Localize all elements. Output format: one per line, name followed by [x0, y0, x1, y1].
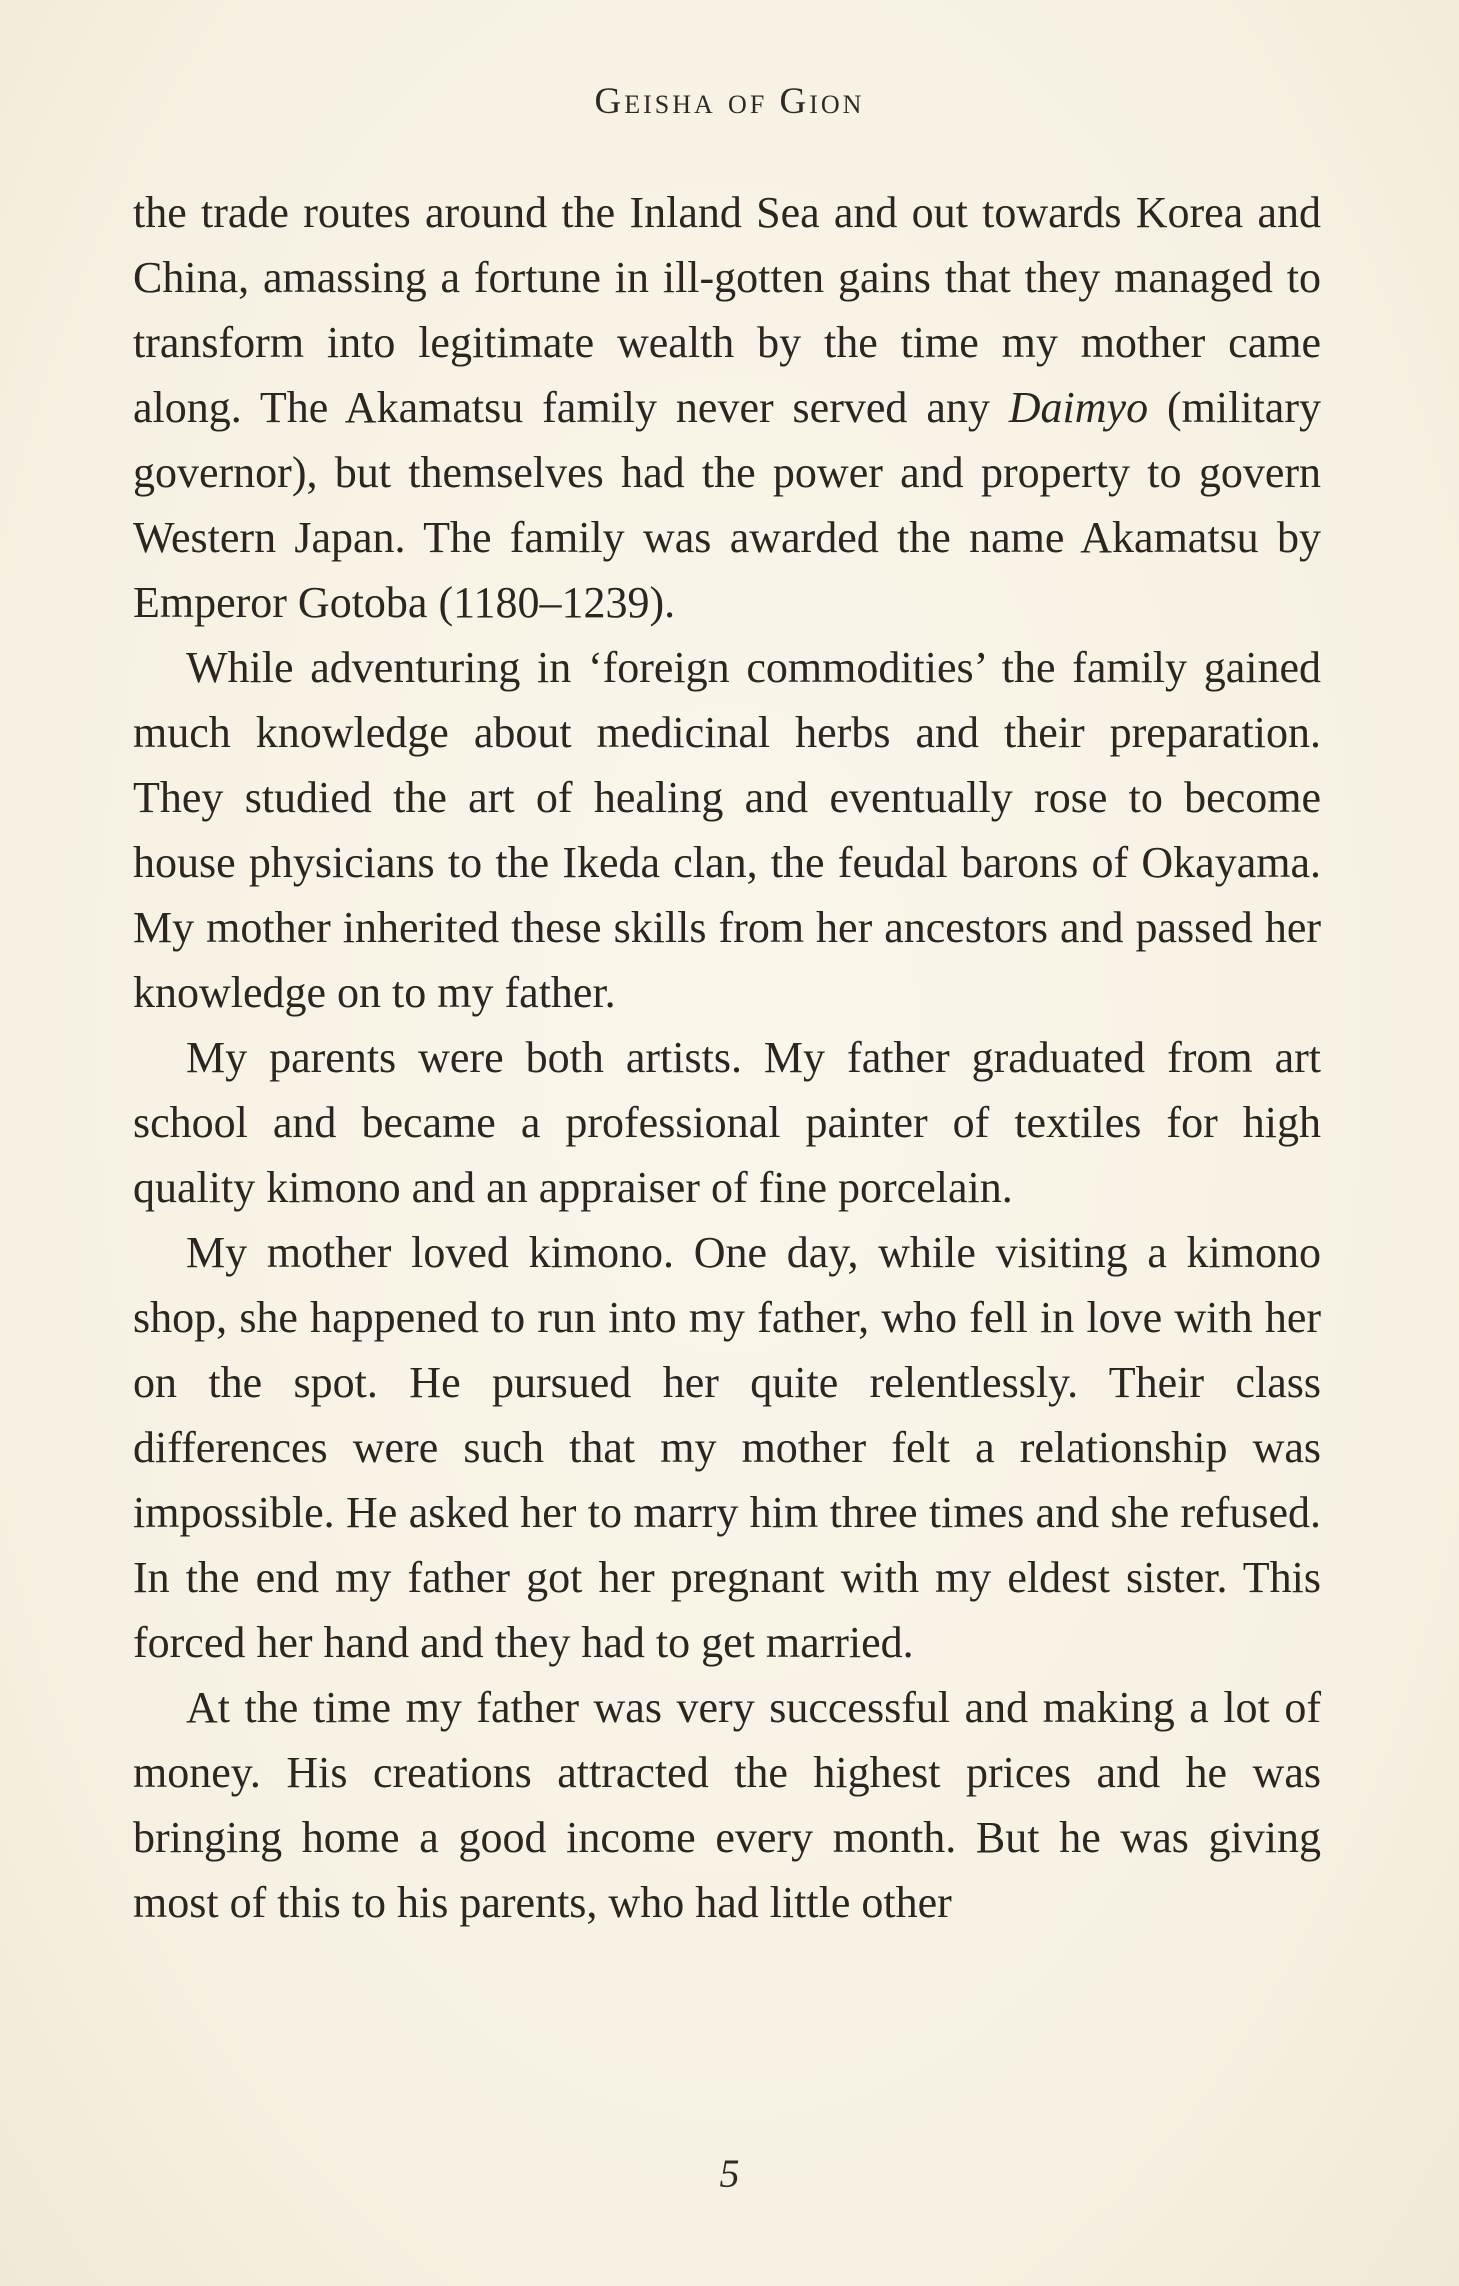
paragraph-2: While adventuring in ‘foreign commodities’ the family gained much knowledge about medicinal herbs and their preparation. They studied the art of healing and eventually rose to become house physicians to the Ikeda clan, the feudal barons of Okayama. My mother inherited these skills from her ancestors and passed her knowledge on to my father. [133, 643, 1321, 1017]
body-text [133, 180, 1321, 1935]
paragraph-5: At the time my father was very successful and making a lot of money. His creations attracted the highest prices and he was bringing home a good income every month. But he was giving most of this to his parents, who had little other [133, 1683, 1321, 1927]
paragraph-4: My mother loved kimono. One day, while visiting a kimono shop, she happened to run into my father, who fell in love with her on the spot. He pursued her quite relentlessly. Their class differences were such that my mother felt a relationship was impossible. He asked her to marry him three times and she refused. In the end my father got her pregnant with my eldest sister. This forced her hand and they had to get married. [133, 1228, 1321, 1667]
paragraph-1-italic-term: Daimyo [1008, 383, 1149, 432]
paragraph-1-text-a: the trade routes around the Inland Sea and out towards Korea and China, amassing a fortune in ill-gotten gains that they managed to transform into legitimate wealth by the time my mother came along. The Akamatsu family never served any [133, 188, 1321, 432]
paragraph-1 [133, 180, 1321, 635]
paragraph-1-text-b: (military governor), but themselves had the power and property to govern Western Japan. The family was awarded the name Akamatsu by Emperor Gotoba (1180–1239). [133, 383, 1321, 627]
running-title: Geisha of Gion [594, 81, 865, 122]
page-number: 5 [719, 2151, 740, 2196]
paragraph-3: My parents were both artists. My father graduated from art school and became a professional painter of textiles for high quality kimono and an appraiser of fine porcelain. [133, 1033, 1321, 1212]
